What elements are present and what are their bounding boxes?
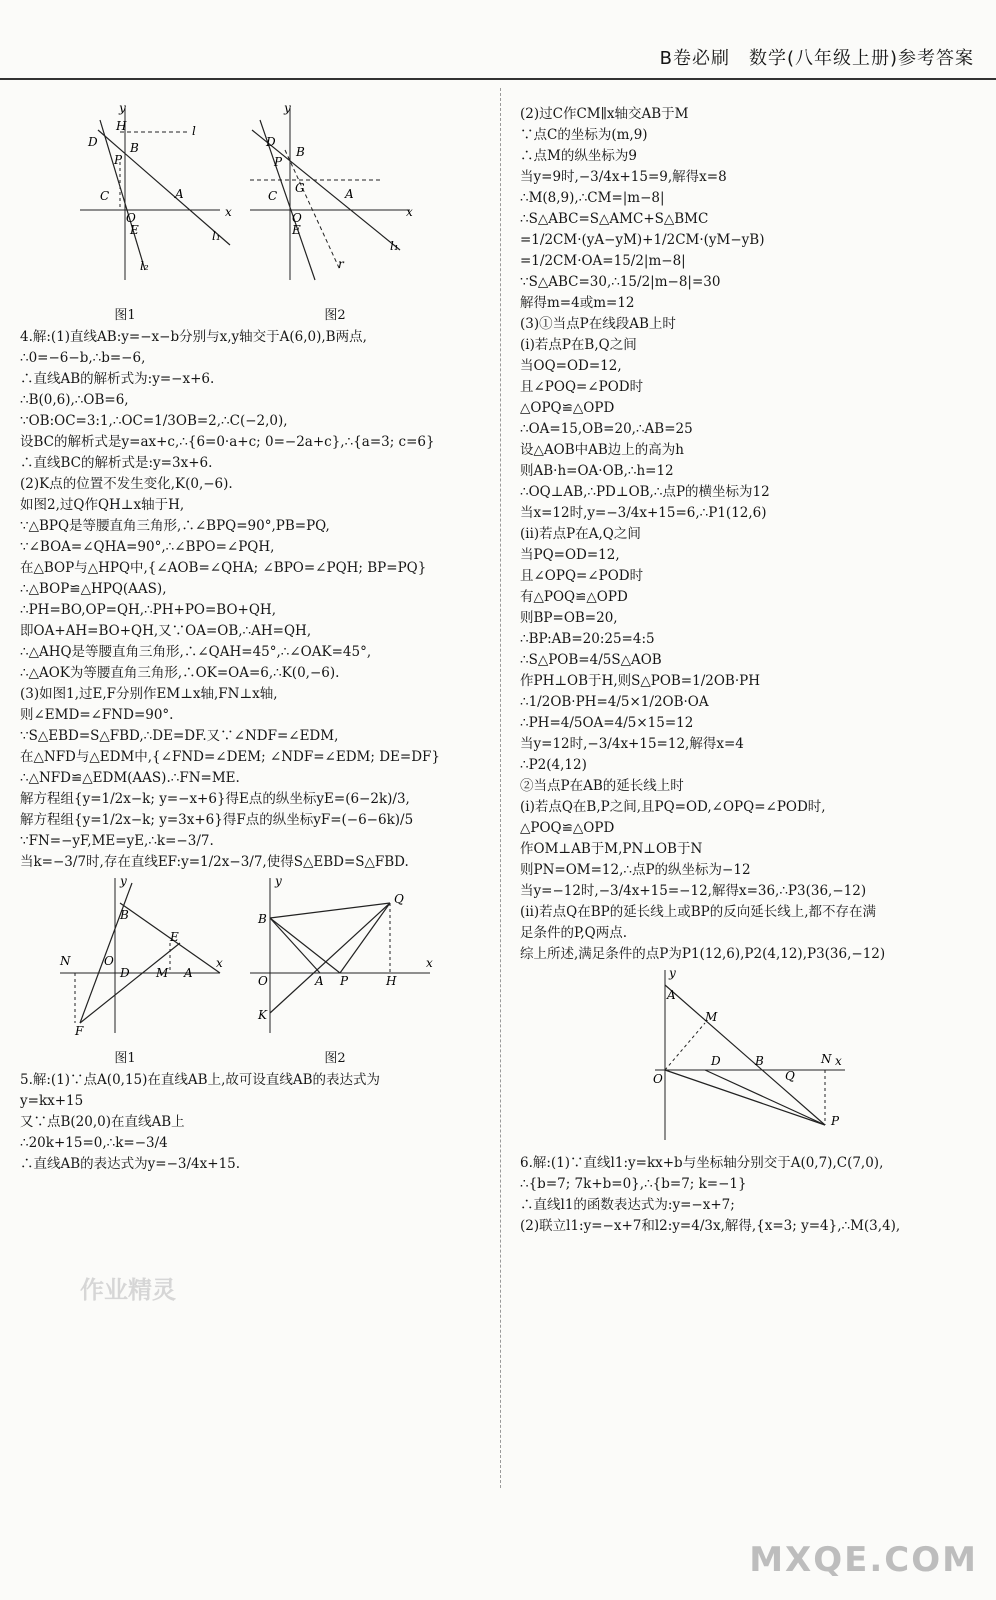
figure-2-bottom bbox=[230, 873, 440, 1066]
q5-line: (ⅰ)若点P在B,Q之间 bbox=[520, 337, 637, 353]
q5-line: 当OQ=OD=12, bbox=[520, 358, 622, 374]
q5-line: 则PN=OM=12,∴点P的纵坐标为−12 bbox=[520, 862, 751, 878]
svg-text:A: A bbox=[184, 966, 193, 980]
svg-text:x: x bbox=[225, 205, 232, 219]
figure-1-bottom-graph bbox=[20, 873, 230, 1043]
q4-line: 解方程组{y=1/2x−k; y=−x+6}得E点的纵坐标yE=(6−2k)/3, bbox=[20, 791, 410, 807]
svg-text:C: C bbox=[100, 189, 110, 203]
q5-line: y=kx+15 bbox=[20, 1093, 84, 1109]
svg-text:y: y bbox=[119, 101, 126, 115]
figure-1-bottom bbox=[20, 873, 230, 1066]
q4-line: (2)K点的位置不发生变化,K(0,−6). bbox=[20, 476, 233, 492]
watermark-site: MXQE.COM bbox=[749, 1540, 978, 1580]
svg-text:A: A bbox=[345, 187, 354, 201]
q5-line: 又∵点B(20,0)在直线AB上 bbox=[20, 1114, 185, 1130]
svg-text:B: B bbox=[120, 908, 129, 922]
q5-line: 作PH⊥OB于H,则S△POB=1/2OB·PH bbox=[520, 673, 760, 689]
figure-2-bottom-caption: 图2 bbox=[324, 1051, 346, 1066]
q5-line: ∴直线AB的表达式为y=−3/4x+15. bbox=[20, 1156, 241, 1172]
q5-line: (2)过C作CM∥x轴交AB于M bbox=[520, 106, 689, 122]
svg-text:O: O bbox=[292, 211, 302, 225]
q4-line: ∴直线BC的解析式是:y=3x+6. bbox=[20, 455, 213, 471]
svg-text:N: N bbox=[821, 1052, 832, 1066]
svg-text:D: D bbox=[120, 966, 130, 980]
q5-line: ∴BP:AB=20:25=4:5 bbox=[520, 631, 655, 647]
figure-1-top-graph bbox=[20, 100, 230, 300]
q4-line: ∴△AOK为等腰直角三角形,∴OK=OA=6,∴K(0,−6). bbox=[20, 665, 340, 681]
svg-text:O: O bbox=[126, 211, 136, 225]
svg-text:Q: Q bbox=[394, 892, 404, 906]
q5-line: 足条件的P,Q两点. bbox=[520, 925, 627, 941]
q4-line: 设BC的解析式是y=ax+c,∴{6=0·a+c; 0=−2a+c},∴{a=3; c=6} bbox=[20, 434, 435, 450]
svg-text:A: A bbox=[315, 974, 324, 988]
svg-text:l₁: l₁ bbox=[212, 229, 221, 243]
svg-text:B: B bbox=[755, 1054, 764, 1068]
q5-line: 解得m=4或m=12 bbox=[520, 295, 635, 311]
q4-line: 解方程组{y=1/2x−k; y=3x+6}得F点的纵坐标yF=(−6−6k)/5 bbox=[20, 812, 414, 828]
q5-solution-part2 bbox=[520, 104, 980, 965]
q4-line: (3)如图1,过E,F分别作EM⊥x轴,FN⊥x轴, bbox=[20, 686, 278, 702]
svg-text:l: l bbox=[192, 124, 196, 138]
svg-text:O: O bbox=[258, 974, 268, 988]
svg-text:E: E bbox=[130, 223, 139, 237]
svg-text:P: P bbox=[340, 974, 349, 988]
svg-text:G: G bbox=[295, 181, 305, 195]
figure-2-top-graph bbox=[230, 100, 440, 300]
header-title: B卷必刷 数学(八年级上册)参考答案 bbox=[659, 48, 974, 69]
svg-text:E: E bbox=[292, 223, 301, 237]
svg-text:O: O bbox=[104, 954, 114, 968]
q5-line: 设△AOB中AB边上的高为h bbox=[520, 442, 684, 458]
q5-line: ∴点M的纵坐标为9 bbox=[520, 148, 637, 164]
q4-line: 当k=−3/7时,存在直线EF:y=1/2x−3/7,使得S△EBD=S△FBD. bbox=[20, 854, 409, 870]
svg-text:C: C bbox=[268, 189, 278, 203]
right-column bbox=[520, 100, 980, 1237]
svg-text:A: A bbox=[667, 988, 676, 1002]
svg-text:H: H bbox=[386, 974, 397, 988]
q4-line: ∵△BPQ是等腰直角三角形,∴∠BPQ=90°,PB=PQ, bbox=[20, 518, 330, 534]
svg-text:y: y bbox=[284, 101, 291, 115]
svg-text:B: B bbox=[130, 141, 139, 155]
figure-1-top bbox=[20, 100, 230, 323]
svg-text:M: M bbox=[705, 1010, 718, 1024]
svg-text:y: y bbox=[275, 874, 282, 888]
figure-2-bottom-graph bbox=[230, 873, 440, 1043]
q6-line: (2)联立l1:y=−x+7和l2:y=4/3x,解得,{x=3; y=4},∴M(3,4), bbox=[520, 1218, 901, 1234]
q5-line: ∴S△POB=4/5S△AOB bbox=[520, 652, 662, 668]
svg-text:x: x bbox=[406, 205, 413, 219]
q4-line: 如图2,过Q作QH⊥x轴于H, bbox=[20, 497, 185, 513]
svg-text:O: O bbox=[653, 1072, 663, 1086]
q6-solution bbox=[520, 1153, 980, 1237]
q4-line: 则∠EMD=∠FND=90°. bbox=[20, 707, 174, 723]
column-divider bbox=[500, 88, 502, 1488]
svg-text:P: P bbox=[831, 1114, 840, 1128]
q4-line: ∴△NFD≌△EDM(AAS).∴FN=ME. bbox=[20, 770, 240, 786]
q5-line: ∴S△ABC=S△AMC+S△BMC bbox=[520, 211, 709, 227]
q4-line: 在△BOP与△HPQ中,{∠AOB=∠QHA; ∠BPO=∠PQH; BP=PQ} bbox=[20, 560, 427, 576]
q4-line: ∴0=−6−b,∴b=−6, bbox=[20, 350, 146, 366]
svg-text:A: A bbox=[175, 187, 184, 201]
q5-line: (ⅱ)若点P在A,Q之间 bbox=[520, 526, 641, 542]
q4-figures-top bbox=[20, 100, 485, 323]
svg-text:N: N bbox=[60, 954, 71, 968]
svg-text:K: K bbox=[258, 1008, 267, 1022]
q4-line: 4.解:(1)直线AB:y=−x−b分别与x,y轴交于A(6,0),B两点, bbox=[20, 329, 367, 345]
q5-line: △POQ≌△OPD bbox=[520, 820, 615, 836]
q5-line: (ⅱ)若点Q在BP的延长线上或BP的反向延长线上,都不存在满 bbox=[520, 904, 877, 920]
q4-line: ∴△BOP≌△HPQ(AAS), bbox=[20, 581, 167, 597]
figure-2-top-caption: 图2 bbox=[324, 308, 346, 323]
q5-line: ∴M(8,9),∴CM=|m−8| bbox=[520, 190, 665, 206]
q5-line: =1/2CM·OA=15/2|m−8| bbox=[520, 253, 686, 269]
svg-text:P: P bbox=[114, 153, 123, 167]
svg-text:F: F bbox=[75, 1024, 84, 1038]
q5-solution-part1 bbox=[20, 1070, 485, 1175]
q4-line: ∵S△EBD=S△FBD,∴DE=DF.又∵∠NDF=∠EDM, bbox=[20, 728, 339, 744]
figure-1-top-caption: 图1 bbox=[114, 308, 136, 323]
svg-text:r: r bbox=[338, 257, 344, 271]
q4-solution bbox=[20, 327, 485, 873]
q4-line: ∴△AHQ是等腰直角三角形,∴∠QAH=45°,∴∠OAK=45°, bbox=[20, 644, 372, 660]
svg-text:x: x bbox=[216, 956, 223, 970]
figure-p3-graph bbox=[635, 965, 865, 1145]
svg-text:D: D bbox=[711, 1054, 721, 1068]
svg-text:E: E bbox=[170, 930, 179, 944]
q6-line: ∴直线l1的函数表达式为:y=−x+7; bbox=[520, 1197, 735, 1213]
svg-text:D: D bbox=[266, 135, 276, 149]
q5-line: 当PQ=OD=12, bbox=[520, 547, 620, 563]
q5-line: 当y=9时,−3/4x+15=9,解得x=8 bbox=[520, 169, 727, 185]
q5-line: 当y=−12时,−3/4x+15=−12,解得x=36,∴P3(36,−12) bbox=[520, 883, 867, 899]
q5-line: ∴P2(4,12) bbox=[520, 757, 587, 773]
svg-text:l₁: l₁ bbox=[390, 239, 399, 253]
figure-2-top bbox=[230, 100, 440, 323]
q5-line: ∴OQ⊥AB,∴PD⊥OB,∴点P的横坐标为12 bbox=[520, 484, 770, 500]
q5-line: 当x=12时,y=−3/4x+15=6,∴P1(12,6) bbox=[520, 505, 767, 521]
q4-line: ∵OB:OC=3:1,∴OC=1/3OB=2,∴C(−2,0), bbox=[20, 413, 288, 429]
q5-line: 综上所述,满足条件的点P为P1(12,6),P2(4,12),P3(36,−12) bbox=[520, 946, 886, 962]
q4-line: ∴B(0,6),∴OB=6, bbox=[20, 392, 129, 408]
q5-line: (ⅰ)若点Q在B,P之间,且PQ=OD,∠OPQ=∠POD时, bbox=[520, 799, 826, 815]
q4-line: 即OA+AH=BO+QH,又∵OA=OB,∴AH=QH, bbox=[20, 623, 312, 639]
q4-line: ∴直线AB的解析式为:y=−x+6. bbox=[20, 371, 215, 387]
figure-1-bottom-caption: 图1 bbox=[114, 1051, 136, 1066]
q4-line: ∵∠BOA=∠QHA=90°,∴∠BPO=∠PQH, bbox=[20, 539, 275, 555]
q5-line: ∴PH=4/5OA=4/5×15=12 bbox=[520, 715, 694, 731]
q5-line: ∵点C的坐标为(m,9) bbox=[520, 127, 648, 143]
svg-text:P: P bbox=[274, 155, 283, 169]
q5-line: 则AB·h=OA·OB,∴h=12 bbox=[520, 463, 674, 479]
q4-line: 在△NFD与△EDM中,{∠FND=∠DEM; ∠NDF=∠EDM; DE=DF} bbox=[20, 749, 440, 765]
svg-text:B: B bbox=[296, 145, 305, 159]
q5-line: ∵S△ABC=30,∴15/2|m−8|=30 bbox=[520, 274, 721, 290]
svg-text:y: y bbox=[669, 966, 676, 980]
q6-line: ∴{b=7; 7k+b=0},∴{b=7; k=−1} bbox=[520, 1176, 747, 1192]
svg-text:l₂: l₂ bbox=[140, 259, 149, 273]
svg-text:y: y bbox=[120, 874, 127, 888]
q5-line: 且∠OPQ=∠POD时 bbox=[520, 568, 644, 584]
q5-line: 作OM⊥AB于M,PN⊥OB于N bbox=[520, 841, 703, 857]
q5-line: 5.解:(1)∵点A(0,15)在直线AB上,故可设直线AB的表达式为 bbox=[20, 1072, 381, 1088]
q5-line: ∴OA=15,OB=20,∴AB=25 bbox=[520, 421, 693, 437]
page-header bbox=[0, 0, 996, 80]
q4-line: ∵FN=−yF,ME=yE,∴k=−3/7. bbox=[20, 833, 214, 849]
q5-line: ②当点P在AB的延长线上时 bbox=[520, 778, 684, 794]
svg-text:B: B bbox=[258, 912, 267, 926]
svg-text:x: x bbox=[835, 1054, 842, 1068]
q5-line: 且∠POQ=∠POD时 bbox=[520, 379, 644, 395]
q5-line: 有△POQ≌△OPD bbox=[520, 589, 628, 605]
q4-figures-bottom bbox=[20, 873, 485, 1066]
figure-p3 bbox=[635, 965, 980, 1149]
q4-line: ∴PH=BO,OP=QH,∴PH+PO=BO+QH, bbox=[20, 602, 276, 618]
q6-line: 6.解:(1)∵直线l1:y=kx+b与坐标轴分别交于A(0,7),C(7,0), bbox=[520, 1155, 884, 1171]
q5-line: (3)①当点P在线段AB上时 bbox=[520, 316, 676, 332]
svg-text:H: H bbox=[116, 119, 127, 133]
q5-line: △OPQ≌△OPD bbox=[520, 400, 615, 416]
q5-line: 当y=12时,−3/4x+15=12,解得x=4 bbox=[520, 736, 744, 752]
q5-line: 则BP=OB=20, bbox=[520, 610, 618, 626]
svg-text:Q: Q bbox=[785, 1069, 795, 1083]
q5-line: ∴1/2OB·PH=4/5×1/2OB·OA bbox=[520, 694, 709, 710]
watermark-stamp: 作业精灵 bbox=[80, 1275, 176, 1304]
q5-line: =1/2CM·(yA−yM)+1/2CM·(yM−yB) bbox=[520, 232, 765, 248]
svg-text:x: x bbox=[426, 956, 433, 970]
svg-text:M: M bbox=[156, 966, 169, 980]
left-column bbox=[20, 100, 485, 1175]
q5-line: ∴20k+15=0,∴k=−3/4 bbox=[20, 1135, 168, 1151]
svg-text:D: D bbox=[88, 135, 98, 149]
